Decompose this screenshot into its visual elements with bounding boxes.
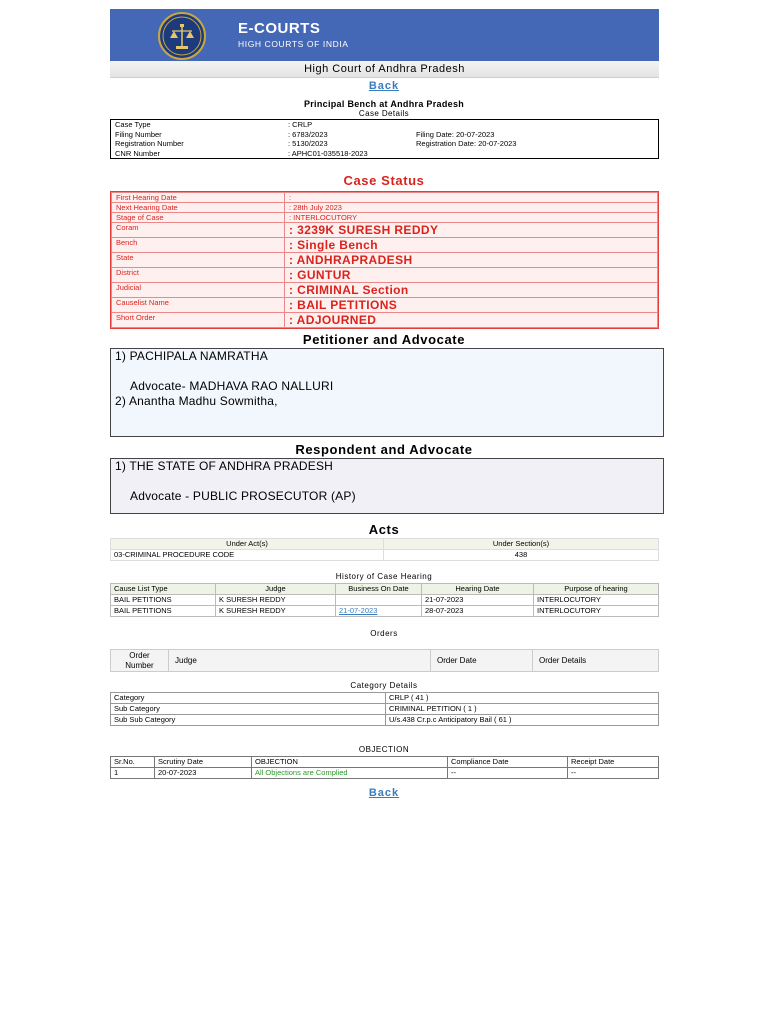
bench-title: Principal Bench at Andhra Pradesh — [303, 99, 465, 109]
col-compliance-date: Compliance Date — [448, 757, 568, 768]
history-cell: INTERLOCUTORY — [534, 606, 659, 617]
objection-cell: 20-07-2023 — [155, 768, 252, 779]
case-details-table — [110, 119, 659, 159]
registration-number-label: Registration Number — [115, 139, 184, 148]
orders-heading: Orders — [370, 629, 398, 638]
history-heading: History of Case Hearing — [335, 572, 433, 581]
history-cell: 28-07-2023 — [422, 606, 534, 617]
respondent-advocate: Advocate - PUBLIC PROSECUTOR (AP) — [130, 489, 356, 503]
col-order-date: Order Date — [431, 650, 533, 672]
history-cell — [336, 595, 422, 606]
col-scrutiny-date: Scrutiny Date — [155, 757, 252, 768]
app-title: E-COURTS — [238, 20, 321, 37]
history-cell: INTERLOCUTORY — [534, 595, 659, 606]
history-cell: BAIL PETITIONS — [111, 606, 216, 617]
objection-table — [110, 756, 659, 779]
case-status-table — [110, 191, 659, 329]
respondent-line: 1) THE STATE OF ANDHRA PRADESH — [115, 459, 334, 473]
cnr-value: : APHC01-035518-2023 — [288, 148, 368, 158]
act-name: 03-CRIMINAL PROCEDURE CODE — [111, 550, 384, 561]
petitioner-line: 2) Anantha Madhu Sowmitha, — [115, 394, 278, 408]
history-table — [110, 583, 659, 617]
col-receipt-date: Receipt Date — [568, 757, 659, 768]
col-objection: OBJECTION — [252, 757, 448, 768]
category-value: CRLP ( 41 ) — [386, 693, 659, 704]
petitioner-heading: Petitioner and Advocate — [302, 332, 466, 347]
back-link-bottom[interactable]: Back — [368, 787, 400, 799]
status-label: First Hearing Date — [112, 193, 285, 203]
col-cause-list-type: Cause List Type — [111, 584, 216, 595]
status-label: Stage of Case — [112, 213, 285, 223]
col-purpose: Purpose of hearing — [534, 584, 659, 595]
registration-number-value: : 5130/2023 — [288, 139, 328, 148]
status-value: : 3239K SURESH REDDY — [285, 223, 658, 238]
back-link-top[interactable]: Back — [368, 80, 400, 92]
history-cell: K SURESH REDDY — [216, 606, 336, 617]
status-label: Causelist Name — [112, 298, 285, 313]
header-banner — [110, 9, 659, 61]
history-cell: K SURESH REDDY — [216, 595, 336, 606]
status-label: Next Hearing Date — [112, 203, 285, 213]
category-table — [110, 692, 659, 726]
col-business-date: Business On Date — [336, 584, 422, 595]
col-sr-no: Sr.No. — [111, 757, 155, 768]
status-label: Judicial — [112, 283, 285, 298]
objection-status: All Objections are Complied — [252, 768, 448, 779]
registration-date: Registration Date: 20-07-2023 — [416, 139, 517, 148]
act-section: 438 — [384, 550, 659, 561]
status-label: State — [112, 253, 285, 268]
col-order-number: Order Number — [111, 650, 169, 672]
col-order-details: Order Details — [533, 650, 659, 672]
history-cell: BAIL PETITIONS — [111, 595, 216, 606]
status-value: : Single Bench — [285, 238, 658, 253]
petitioner-advocate: Advocate- MADHAVA RAO NALLURI — [130, 379, 334, 393]
category-label: Category — [111, 693, 386, 704]
status-value: : CRIMINAL Section — [285, 283, 658, 298]
cnr-label: CNR Number — [115, 148, 161, 158]
category-label: Sub Category — [111, 704, 386, 715]
status-value: : INTERLOCUTORY — [285, 213, 658, 223]
filing-date: Filing Date: 20-07-2023 — [416, 129, 495, 139]
category-label: Sub Sub Category — [111, 715, 386, 726]
objection-heading: OBJECTION — [358, 745, 410, 754]
objection-cell: -- — [568, 768, 659, 779]
filing-number-value: : 6783/2023 — [288, 129, 328, 139]
col-order-judge: Judge — [169, 650, 431, 672]
status-value: : ADJOURNED — [285, 313, 658, 328]
status-label: Coram — [112, 223, 285, 238]
col-under-act: Under Act(s) — [111, 539, 384, 550]
petitioner-box — [110, 348, 664, 437]
orders-table — [110, 649, 659, 672]
category-value: U/s.438 Cr.p.c Anticipatory Bail ( 61 ) — [386, 715, 659, 726]
case-type-value: : CRLP — [288, 120, 313, 129]
category-heading: Category Details — [350, 681, 418, 690]
status-label: District — [112, 268, 285, 283]
status-value: : — [285, 193, 658, 203]
app-subtitle: HIGH COURTS OF INDIA — [238, 39, 349, 49]
col-judge: Judge — [216, 584, 336, 595]
case-details-title: Case Details — [358, 109, 410, 118]
acts-table — [110, 538, 659, 561]
business-date-link[interactable]: 21-07-2023 — [339, 606, 378, 615]
status-value: : 28th July 2023 — [285, 203, 658, 213]
status-value: : GUNTUR — [285, 268, 658, 283]
respondent-box — [110, 458, 664, 514]
filing-number-label: Filing Number — [115, 129, 162, 139]
respondent-heading: Respondent and Advocate — [295, 442, 473, 457]
objection-cell: -- — [448, 768, 568, 779]
history-cell: 21-07-2023 — [422, 595, 534, 606]
case-type-label: Case Type — [115, 120, 151, 129]
objection-cell: 1 — [111, 768, 155, 779]
status-label: Short Order — [112, 313, 285, 328]
petitioner-line: 1) PACHIPALA NAMRATHA — [115, 349, 268, 363]
court-emblem-icon — [158, 12, 206, 60]
category-value: CRIMINAL PETITION ( 1 ) — [386, 704, 659, 715]
col-hearing-date: Hearing Date — [422, 584, 534, 595]
col-under-section: Under Section(s) — [384, 539, 659, 550]
status-value: : BAIL PETITIONS — [285, 298, 658, 313]
court-name-bar: High Court of Andhra Pradesh — [110, 61, 659, 78]
acts-heading: Acts — [368, 522, 400, 537]
status-label: Bench — [112, 238, 285, 253]
case-status-heading: Case Status — [343, 173, 425, 188]
status-value: : ANDHRAPRADESH — [285, 253, 658, 268]
